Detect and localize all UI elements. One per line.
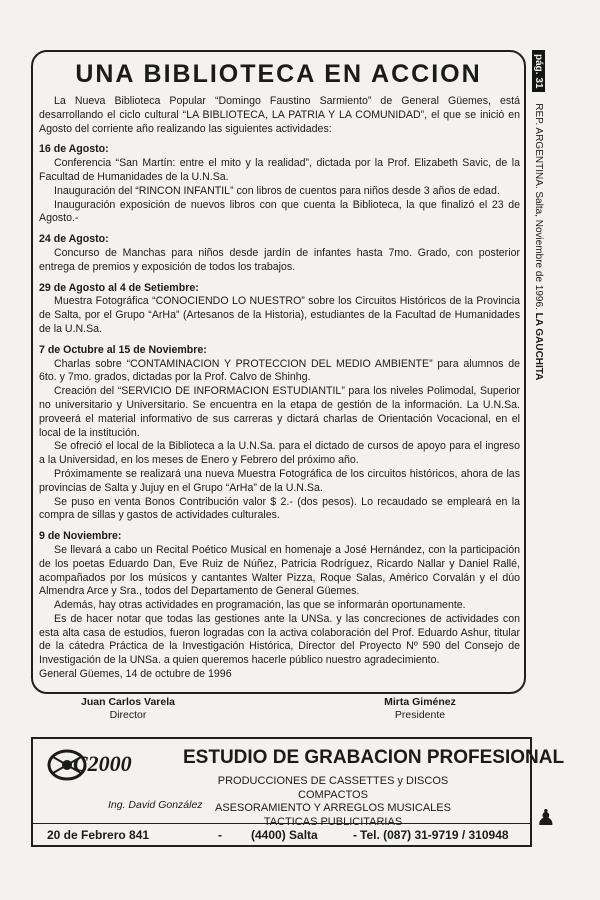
section-date: 16 de Agosto: — [39, 143, 109, 156]
signature-name: Juan Carlos Varela — [81, 696, 175, 708]
separator: - — [218, 828, 222, 842]
section-date: 29 de Agosto al 4 de Setiembre: — [39, 281, 199, 294]
section-paragraph: Charlas sobre “CONTAMINACION Y PROTECCION DEL MEDIO AMBIENTE” para alumnos de 6to. y 7mo. grados, dictadas por la Prof. Calvo de Shinhg. — [39, 357, 520, 384]
section-paragraph: Muestra Fotográfica “CONOCIENDO LO NUESTRO” sobre los Circuitos Históricos de la Provincia de Salta, por el Grupo “ArHa” (Artesanos de la Historia), estudiantes de la Facultad de Humanidades de la U.N.Sa. — [39, 295, 520, 335]
place-date: General Güemes, 14 de octubre de 1996 — [39, 668, 232, 681]
signature-name: Mirta Giménez — [384, 696, 456, 708]
section-16-agosto — [39, 143, 520, 226]
signature-role: Presidente — [394, 709, 446, 721]
signature-presidente — [340, 696, 500, 722]
ad-services — [183, 775, 483, 829]
section-paragraph: Inauguración exposición de nuevos libros con que cuenta la Biblioteca, la que finalizó el 23 de Agosto.- — [39, 198, 520, 225]
section-paragraph: Próximamente se realizará una nueva Muestra Fotográfica de los circuitos históricos, ahora de las provincias de Salta y Jujuy en el Grupo “ArHa” de la U.N.Sa. — [39, 467, 520, 494]
section-date: 24 de Agosto: — [39, 233, 109, 246]
section-paragraph: Inauguración del “RINCON INFANTIL” con libros de cuentos para niños desde 3 años de edad. — [54, 184, 500, 197]
section-9-noviembre — [39, 530, 520, 668]
section-paragraph: Conferencia “San Martín: entre el mito y la realidad”, dictada por la Prof. Elizabeth Savic, de la Facultad de Humanidades de la U.N.Sa. — [39, 157, 520, 183]
ad-line: TACTICAS PUBLICITARIAS — [263, 815, 403, 828]
section-paragraph: Se llevará a cabo un Recital Poético Musical en homenaje a José Hernández, con la participación de los poetas Eduardo Dan, Eve Ruiz de Núñez, Patricia Rodríguez, Ricardo Nallar y Daniel Rallé, acompañados por los músicos y cantantes Walter Pizza, Roque Salas, Américo Corvalán y el dúo Almendra Arce y Sra., todos del Departamento de General Güemes. — [39, 543, 520, 598]
sidebar-text: REP. ARGENTINA. Salta, Noviembre de 1996. — [533, 103, 544, 310]
page-title: UNA BIBLIOTECA EN ACCION — [75, 60, 482, 88]
ad-engineer: Ing. David González — [108, 799, 203, 811]
section-24-agosto — [39, 233, 520, 274]
ad-heading: ESTUDIO DE GRABACION PROFESIONAL — [183, 747, 565, 768]
section-paragraph: Creación del “SERVICIO DE INFORMACION ESTUDIANTIL” para los niveles Polimodal, Superior no universitario y Universitario. Se encuentra en la etapa de gestión de la información. La U.N.Sa. proveerá el material informativo de sus carreras y dictará charlas de Orientación Vocacional, en el local de la institución. — [39, 385, 520, 439]
ad-line: ASESORAMIENTO Y ARREGLOS MUSICALES — [215, 802, 451, 814]
ad-city: (4400) Salta — [251, 828, 318, 842]
ad-line: PRODUCCIONES DE CASSETTES y DISCOS COMPACTOS — [217, 775, 449, 801]
page-sidebar — [533, 50, 544, 380]
section-paragraph: Además, hay otras actividades en programación, las que se informarán oportunamente. — [54, 599, 466, 612]
page-number: pág. 31 — [532, 50, 545, 92]
section-paragraph: Es de hacer notar que todas las gestiones ante la UNSa. y las concreciones de actividades con esta alta casa de estudios, fueron logradas con la activa colaboración del Prof. Eduardo Ashur, titular de la cátedra Práctica de la Investigación Histórica, Director del Proyecto Nº 590 del Consejo de Investigación de la UNSa. a quien queremos hacerle público nuestro agradecimiento. — [39, 612, 520, 667]
intro-paragraph: La Nueva Biblioteca Popular “Domingo Faustino Sarmiento” de General Güemes, está desarrollando el ciclo cultural “LA BIBLIOTECA, LA PATRIA Y LA COMUNIDAD”, el que se inició en Agosto del corriente año realizando las siguientes actividades: — [39, 95, 520, 135]
section-paragraph: Concurso de Manchas para niños desde jardín de infantes hasta 7mo. Grado, con posterior entrega de premios y exposición de todos los trabajos. — [39, 246, 520, 273]
publication-name: LA GAUCHITA — [533, 312, 544, 381]
separator: - — [353, 828, 357, 842]
ad-address: 20 de Febrero 841 — [47, 828, 150, 842]
signature-role: Director — [109, 709, 147, 721]
ad-contact-bar — [33, 823, 530, 848]
section-29-agosto — [39, 282, 520, 337]
section-paragraph: Se ofreció el local de la Biblioteca a la U.N.Sa. para el dictado de cursos de apoyo para el ingreso a la Universidad, en los meses de Enero y Febrero del próximo año. — [39, 440, 520, 467]
section-date: 9 de Noviembre: — [39, 530, 122, 543]
advertisement — [31, 737, 565, 847]
ad-phone: Tel. (087) 31-9719 / 310948 — [360, 828, 509, 842]
article-body — [39, 95, 520, 682]
section-date: 7 de Octubre al 15 de Noviembre: — [39, 343, 207, 356]
section-paragraph: Se puso en venta Bonos Contribución valor $ 2.- (dos pesos). Lo recaudado se empleará en la compra de sillas y gastos de actividades culturales. — [39, 495, 520, 522]
gaucho-figure-icon: ♟ — [536, 805, 556, 830]
signature-director — [48, 696, 208, 722]
logo-text: C2000 — [73, 751, 132, 776]
section-7-octubre — [39, 344, 520, 523]
